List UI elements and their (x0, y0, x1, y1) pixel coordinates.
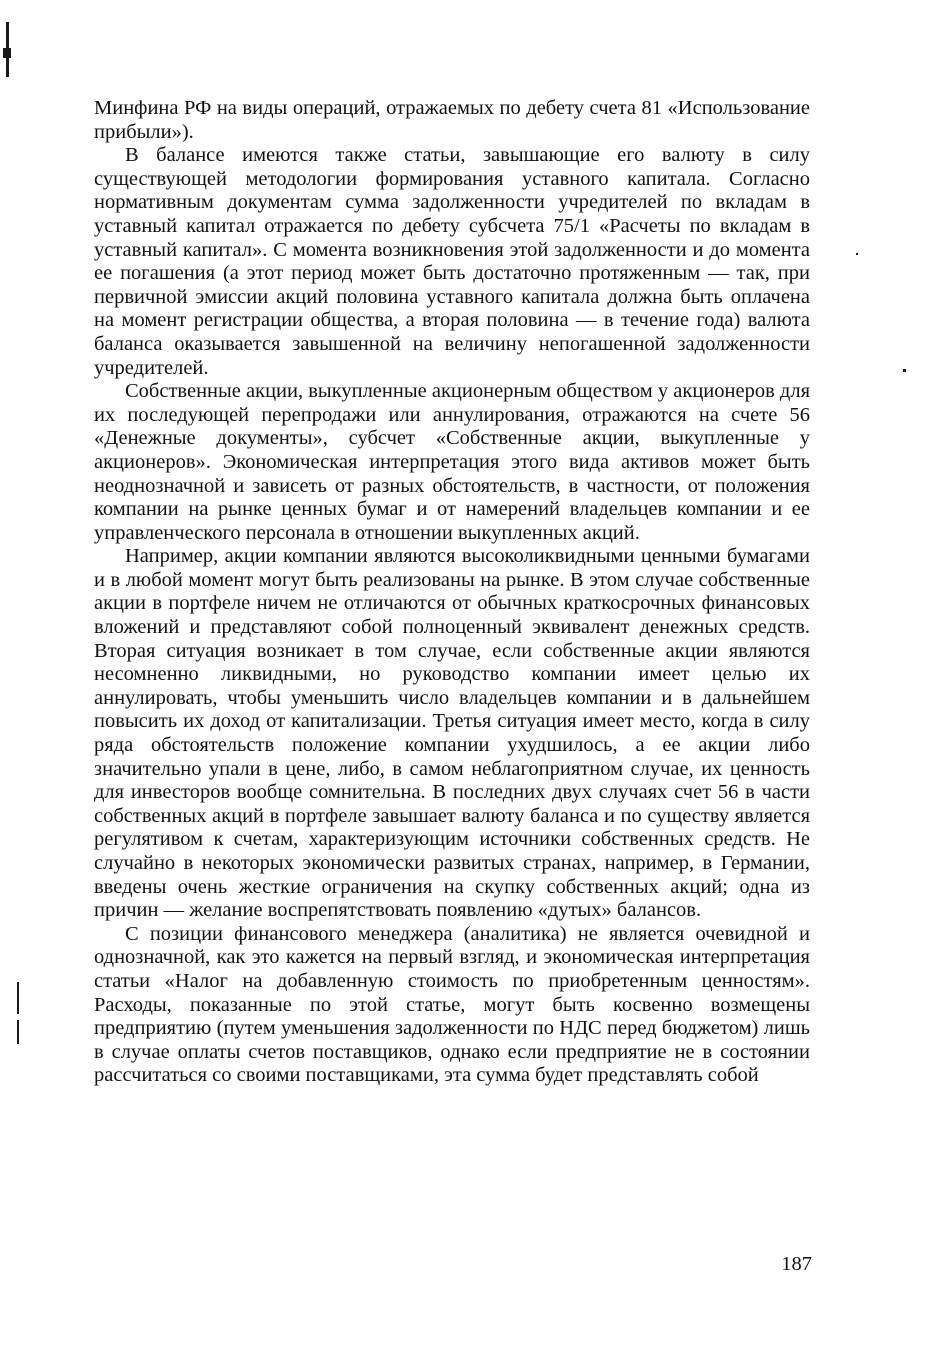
paragraph-vat: С позиции финансового менеджера (аналитика) не является очевидной и однозначной, как это кажется на первый взгляд, и экономическая интерпретация статьи «Налог на добавленную стоимость по приобретенным ценностям». Расходы, показанные по этой статье, могут быть косвенно возмещены предприятию (путем уменьшения задолженности по НДС перед бюджетом) лишь в случае оплаты счетов поставщиков, однако если предприятие не в состоянии рассчитаться со своими поставщиками, эта сумма будет представлять собой (94, 922, 810, 1087)
paragraph-own-shares: Собственные акции, выкупленные акционерным обществом у акционеров для их последующей перепродажи или аннулирования, отражаются на счете 56 «Денежные документы», субсчет «Собственные акции, выкупленные у акционеров». Экономическая интерпретация этого вида активов может быть неоднозначной и зависеть от разных обстоятельств, в частности, от положения компании на рынке ценных бумаг и от намерений владельцев компании и ее управленческого персонала в отношении выкупленных акций. (94, 380, 810, 544)
scan-speck (856, 253, 858, 255)
scan-edge-mark (17, 1020, 19, 1044)
page-number: 187 (781, 1253, 812, 1275)
scan-edge-mark (3, 48, 11, 58)
scan-speck (903, 369, 906, 372)
paragraph-example: Например, акции компании являются высоколиквидными ценными бумагами и в любой момент могут быть реализованы на рынке. В этом случае собственные акции в портфеле ничем не отличаются от обычных краткосрочных финансовых вложений и представляют собой полноценный эквивалент денежных средств. Вторая ситуация возникает в том случае, если собственные акции являются несомненно ликвидными, но руководство компании имеет целью их аннулировать, чтобы уменьшить число владельцев компании и в дальнейшем повысить их доход от капитализации. Третья ситуация имеет место, когда в силу ряда обстоятельств положение компании ухудшилось, а ее акции либо значительно упали в цене, либо, в самом неблагоприятном случае, их ценность для инвесторов вообще сомнительна. В последних двух случаях счет 56 в части собственных акций в портфеле завышает валюту баланса и по существу является регулятивом к счетам, характеризующим источники собственных средств. Не случайно в некоторых экономически развитых странах, например, в Германии, введены очень жесткие ограничения на скупку собственных акций; одна из причин — желание воспрепятствовать появлению «дутых» балансов. (94, 545, 810, 922)
paragraph-balance-items: В балансе имеются также статьи, завышающие его валюту в силу существующей методологии формирования уставного капитала. Согласно нормативным документам сумма задолженности учредителей по вкладам в уставный капитал отражается по дебету субсчета 75/1 «Расчеты по вкладам в уставный капитал». С момента возникновения этой задолженности и до момента ее погашения (а этот период может быть достаточно протяженным — так, при первичной эмиссии акций половина уставного капитала должна быть оплачена на момент регистрации общества, а вторая половина — в течение года) валюта баланса оказывается завышенной на величину непогашенной задолженности учредителей. (94, 144, 810, 379)
paragraph-continued: Минфина РФ на виды операций, отражаемых по дебету счета 81 «Использование прибыли»). (94, 97, 810, 143)
body-text (94, 97, 810, 1088)
scan-edge-mark (17, 982, 19, 1014)
